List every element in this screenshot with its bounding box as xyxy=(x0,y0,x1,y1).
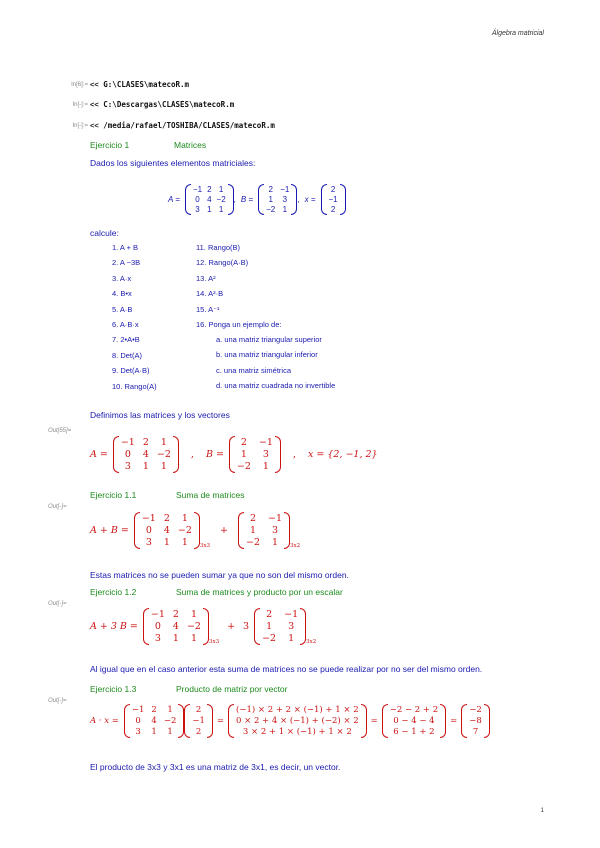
exercise-1-3-number: Ejercicio 1.3 xyxy=(90,684,137,694)
input-command-3[interactable]: << /media/rafael/TOSHIBA/CLASES/matecoR.m xyxy=(90,121,275,130)
vector-x: 2 −1 2 xyxy=(321,184,346,215)
input-label-2: In[-]:= xyxy=(72,102,88,108)
output-1: A = −1 2 1 0 4 −2 3 1 1 , B = 2 −1 1 3 −2 1 , x = {2, −1, 2} xyxy=(90,437,378,472)
exercise-1-1-title: Suma de matrices xyxy=(176,490,245,500)
matrix-B: 2 −1 1 3 −2 1 xyxy=(258,184,297,215)
list-item: 15. A⁻¹ xyxy=(196,304,220,314)
product-partial: −2 − 2 + 2 0 − 4 − 4 6 − 1 + 2 xyxy=(382,704,446,738)
matrix-A-sum-scalar: −1 2 1 0 4 −2 3 1 1 xyxy=(143,608,209,645)
list-item: 16. Ponga un ejemplo de: xyxy=(196,320,282,330)
matrix-B-scaled: 2 −1 1 3 −2 1 xyxy=(254,608,306,645)
output-label-4: Out[-]= xyxy=(48,698,67,704)
output-3: A + 3 B = −1 2 1 0 4 −2 3 1 1 3x3 + 3 2 −1 1 3 −2 1 3x2 xyxy=(90,609,317,645)
task-sublist xyxy=(216,332,335,394)
list-item: 11. Rango(B) xyxy=(196,243,241,252)
input-command-1[interactable]: << G:\CLASES\matecoR.m xyxy=(90,80,190,89)
list-item: 13. A² xyxy=(196,273,216,283)
page-number: 1 xyxy=(540,808,544,814)
list-item: c. una matriz simétrica xyxy=(216,365,292,375)
list-item: 9. Det(A·B) xyxy=(112,366,150,376)
product-result: −2 −8 7 xyxy=(461,704,490,738)
input-label-1: In[6]:= xyxy=(71,82,88,88)
list-item: 7. 2•A•B xyxy=(112,335,140,345)
matrix-B-output: 2 −1 1 3 −2 1 xyxy=(229,436,281,473)
text-1-3: El producto de 3x3 y 3x1 es una matriz de 3x1, es decir, un vector. xyxy=(90,762,341,772)
matrix-B-sum: 2 −1 1 3 −2 1 xyxy=(238,512,290,549)
list-item: 12. Rango(A·B) xyxy=(196,258,249,268)
output-label-2: Out[-]= xyxy=(48,504,67,510)
exercise-1-1-number: Ejercicio 1.1 xyxy=(90,490,137,500)
output-label-1: Out[55]= xyxy=(48,428,72,434)
intro-text: Dados los siguientes elementos matriciales: xyxy=(90,158,256,168)
exercise-1-2-title: Suma de matrices y producto por un escalar xyxy=(176,587,343,597)
input-label-3: In[-]:= xyxy=(72,123,88,129)
product-expansion: (−1) × 2 + 2 × (−1) + 1 × 2 0 × 2 + 4 × (−1) + (−2) × 2 3 × 2 + 1 × (−1) + 1 × 2 xyxy=(228,704,367,738)
list-item: 10. Rango(A) xyxy=(112,381,157,391)
text-1-2: Al igual que en el caso anterior esta suma de matrices no se puede realizar por no ser del mismo orden. xyxy=(90,664,483,674)
definition-text: Definimos las matrices y los vectores xyxy=(90,410,230,420)
list-item: 14. A²·B xyxy=(196,289,224,299)
list-item: d. una matriz cuadrada no invertible xyxy=(216,381,336,391)
output-4: A · x = −1 2 1 0 4 −2 3 1 1 2 −1 2 = (−1) × 2 + 2 × (−1) + 1 × 2 0 × 2 + 4 × (−1) + (−2) × 2 3 × 2 + 1 × (−1) + 1 × 2 = −2 − 2 + 2 0 − 4 − 4 6 − 1 + 2 = −2 −8 7 xyxy=(90,704,490,738)
list-item: b. una matriz triangular inferior xyxy=(216,350,318,360)
vector-x-product: 2 −1 2 xyxy=(184,704,213,738)
calcule-label: calcule: xyxy=(90,228,119,238)
matrix-A-output: −1 2 1 0 4 −2 3 1 1 xyxy=(113,436,179,473)
exercise-1-2-number: Ejercicio 1.2 xyxy=(90,587,137,597)
list-item: 3. A·x xyxy=(112,273,132,283)
matrix-A-product: −1 2 1 0 4 −2 3 1 1 xyxy=(124,704,184,738)
output-2: A + B = −1 2 1 0 4 −2 3 1 1 3x3 + 2 −1 1 3 −2 1 3x2 xyxy=(90,513,301,549)
list-item: 4. B•x xyxy=(112,289,132,299)
running-header: Álgebra matricial xyxy=(491,30,544,37)
matrix-A: −1 2 1 0 4 −2 3 1 1 xyxy=(185,184,234,215)
input-command-2[interactable]: << C:\Descargas\CLASES\matecoR.m xyxy=(90,100,235,109)
list-item: 2. A −3B xyxy=(112,258,141,268)
exercise-1-title: Matrices xyxy=(174,140,207,150)
given-matrices: A = −1 2 1 0 4 −2 3 1 1 , B = 2 −1 1 3 −2 1 , x = 2 −1 2 xyxy=(168,184,346,215)
list-item: a. una matriz triangular superior xyxy=(216,335,322,344)
matrix-A-sum: −1 2 1 0 4 −2 3 1 1 xyxy=(134,512,200,549)
text-1-1: Estas matrices no se pueden sumar ya que no son del mismo orden. xyxy=(90,570,349,580)
list-item: 5. A·B xyxy=(112,304,133,314)
exercise-1-3-title: Producto de matriz por vector xyxy=(176,684,288,694)
list-item: 6. A·B·x xyxy=(112,320,139,330)
list-item: 8. Det(A) xyxy=(112,350,143,360)
task-list-right xyxy=(196,240,281,332)
task-list-left xyxy=(112,240,157,394)
list-item: 1. A + B xyxy=(112,243,139,252)
output-label-3: Out[-]= xyxy=(48,601,67,607)
exercise-1-number: Ejercicio 1 xyxy=(90,140,130,150)
